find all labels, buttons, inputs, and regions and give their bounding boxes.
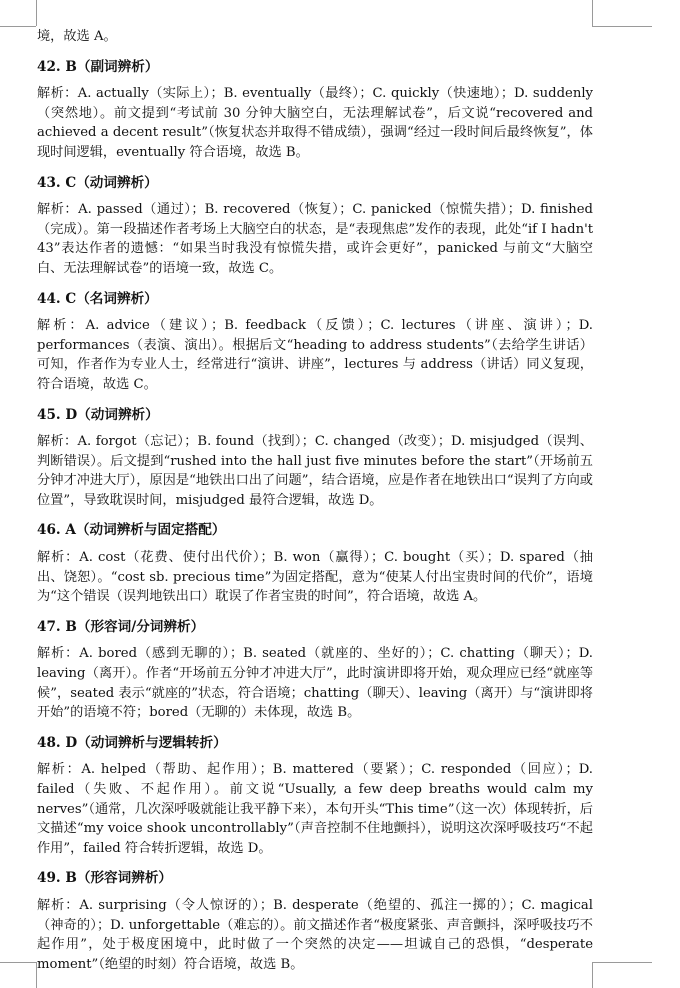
answer-heading: 45. D（动词辨析） — [37, 406, 159, 423]
answer-heading: 47. B（形容词/分词辨析） — [37, 618, 205, 635]
crop-mark-bottom-left-horizontal — [0, 962, 36, 963]
answer-heading: 49. B（形容词辨析） — [37, 870, 173, 887]
answer-heading: 46. A（动词辨析与固定搭配） — [37, 522, 226, 539]
crop-mark-top-right-vertical — [592, 0, 593, 26]
answer-item-48 — [37, 734, 593, 859]
answer-heading: 43. C（动词辨析） — [37, 174, 158, 191]
answer-heading: 42. B（副词辨析） — [37, 58, 159, 75]
answer-explanation: 解析：A. bored（感到无聊的）；B. seated（就座的、坐好的）；C. chatting（聊天）；D. leaving（离开）。作者“开场前五分钟才冲进大厅”，此时演讲即将开始，观众理应已经“就座等候”，seated 表示“就座的”状态，符合语境；chatting（聊天）、leaving（离开）与“演讲即将开始”的语境不符；bored（无聊的）未体现，故选 B。 — [37, 646, 593, 721]
answer-explanation: 解析：A. helped（帮助、起作用）；B. mattered（要紧）；C. responded（回应）；D. failed（失败、不起作用）。前文说“Usually, a few deep breaths would calm my nerves”（通常，几次深呼吸就能让我平静下来），本句开头“This time”（这一次）体现转折，后文描述“my voice shook uncontrollably”（声音控制不住地颤抖），说明这次深呼吸技巧“不起作用”，failed 符合转折逻辑，故选 D。 — [37, 762, 593, 856]
intro-fragment: 境，故选 A。 — [37, 29, 117, 44]
answer-explanation: 解析：A. actually（实际上）；B. eventually（最终）；C. quickly（快速地）；D. suddenly（突然地）。前文提到“考试前 30 分钟大脑空白，无法理解试卷”，后文说“recovered and achieved a decent result”（恢复状态并取得不错成绩），强调“经过一段时间后最终恢复”，体现时间逻辑，eventually 符合语境，故选 B。 — [37, 86, 594, 160]
answer-item-42 — [37, 58, 593, 163]
answer-item-44 — [37, 290, 593, 395]
crop-mark-bottom-right-horizontal — [592, 962, 652, 963]
answer-item-49 — [37, 869, 593, 974]
answer-item-46 — [37, 521, 593, 606]
answer-heading: 44. C（名词辨析） — [37, 290, 158, 307]
answer-heading: 48. D（动词辨析与逻辑转折） — [37, 734, 227, 751]
crop-mark-top-left-horizontal — [0, 26, 36, 27]
answer-explanation: 解析：A. advice（建议）；B. feedback（反馈）；C. lectures（讲座、演讲）；D. performances（表演、演出）。根据后文“heading to address students”（去给学生讲话）可知，作者作为专业人士，经常进行“演讲、讲座”，lectures 与 address（讲话）同义复现，符合语境，故选 C。 — [37, 318, 593, 392]
answer-explanation: 解析：A. surprising（令人惊讶的）；B. desperate（绝望的、孤注一掷的）；C. magical（神奇的）；D. unforgettable（难忘的）。前文描述作者“极度紧张、声音颤抖，深呼吸技巧不起作用”，处于极度困境中，此时做了一个突然的决定——坦诚自己的恐惧，“desperate moment”（绝望的时刻）符合语境，故选 B。 — [37, 897, 593, 972]
answer-item-43 — [37, 174, 593, 279]
document-page — [37, 27, 593, 974]
answer-explanation: 解析：A. passed（通过）；B. recovered（恢复）；C. panicked（惊慌失措）；D. finished（完成）。第一段描述作者考场上大脑空白的状态，是“表现焦虑”发作的表现，此处“if I hadn't 43”表达作者的遗憾：“如果当时我没有惊慌失措，或许会更好”，panicked 与前文“大脑空白、无法理解试卷”的语境一致，故选 C。 — [37, 202, 593, 276]
crop-mark-top-right-horizontal — [592, 26, 652, 27]
crop-mark-top-left-vertical — [36, 0, 37, 26]
answer-item-47 — [37, 618, 593, 723]
answer-item-45 — [37, 406, 593, 511]
answer-explanation: 解析：A. forgot（忘记）；B. found（找到）；C. changed（改变）；D. misjudged（误判、判断错误）。后文提到“rushed into the hall just five minutes before the start”（开场前五分钟才冲进大厅），原因是“地铁出口出了问题”，结合语境，应是作者在地铁出口“误判了方向或位置”，导致耽误时间，misjudged 最符合逻辑，故选 D。 — [37, 434, 593, 508]
answer-explanation: 解析：A. cost（花费、使付出代价）；B. won（赢得）；C. bought（买）；D. spared（抽出、饶恕）。“cost sb. precious time”为固定搭配，意为“使某人付出宝贵时间的代价”，语境为“这个错误（误判地铁出口）耽误了作者宝贵的时间”，符合语境，故选 A。 — [37, 550, 593, 605]
